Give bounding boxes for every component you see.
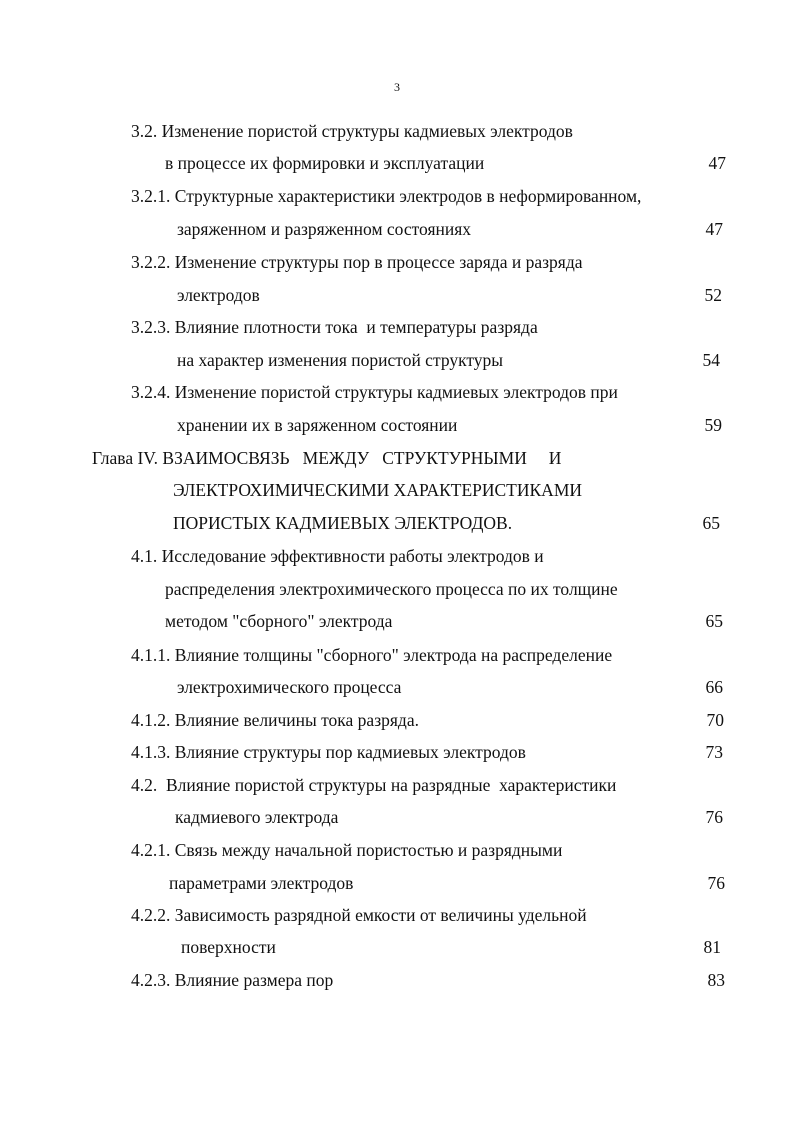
toc-entry-3-2-3-line2: на характер изменения пористой структуры <box>177 350 504 370</box>
toc-entry-4-2-2-line1: 4.2.2. Зависимость разрядной емкости от величины удельной <box>131 905 587 925</box>
toc-chapter-4-page: 65 <box>702 513 720 533</box>
page-number: 3 <box>394 80 400 94</box>
toc-entry-3-2-2-page: 52 <box>704 285 722 305</box>
toc-entry-3-2-2-line1: 3.2.2. Изменение структуры пор в процессе заряда и разряда <box>131 252 583 272</box>
toc-entry-4-1-page: 65 <box>705 611 723 631</box>
toc-entry-4-2-2-page: 81 <box>703 937 721 957</box>
toc-entry-3-2-3-line1: 3.2.3. Влияние плотности тока и температуры разряда <box>131 317 538 337</box>
toc-entry-4-1-line3: методом "сборного" электрода <box>165 611 393 631</box>
toc-entry-3-2-4-line2: хранении их в заряженном состоянии <box>177 415 458 435</box>
toc-entry-4-2-1-page: 76 <box>707 873 725 893</box>
toc-entry-4-1-2-page: 70 <box>706 710 724 730</box>
toc-entry-4-2-1-line1: 4.2.1. Связь между начальной пористостью и разрядными <box>131 840 563 860</box>
toc-entry-3-2-line1: 3.2. Изменение пористой структуры кадмиевых электродов <box>131 121 573 141</box>
toc-entry-4-2-page: 76 <box>705 807 723 827</box>
toc-chapter-4-line2: ЭЛЕКТРОХИМИЧЕСКИМИ ХАРАКТЕРИСТИКАМИ <box>173 480 583 500</box>
toc-entry-4-1-1-line2: электрохимического процесса <box>177 677 402 697</box>
toc-entry-4-1-2-line1: 4.1.2. Влияние величины тока разряда. <box>131 710 419 730</box>
toc-entry-3-2-2-line2: электродов <box>177 285 260 305</box>
toc-chapter-4-line1: Глава IV. ВЗАИМОСВЯЗЬ МЕЖДУ СТРУКТУРНЫМИ И <box>92 448 562 468</box>
toc-entry-3-2-line2: в процессе их формировки и эксплуатации <box>165 153 485 173</box>
toc-entry-4-1-3-line1: 4.1.3. Влияние структуры пор кадмиевых электродов <box>131 742 526 762</box>
toc-entry-3-2-1-line2: заряженном и разряженном состояниях <box>177 219 472 239</box>
toc-entry-3-2-4-page: 59 <box>704 415 722 435</box>
toc-entry-3-2-3-page: 54 <box>702 350 720 370</box>
toc-entry-4-2-1-line2: параметрами электродов <box>169 873 354 893</box>
toc-entry-3-2-1-page: 47 <box>705 219 723 239</box>
toc-entry-4-1-line2: распределения электрохимического процесса по их толщине <box>165 579 618 599</box>
toc-entry-4-2-3-page: 83 <box>707 970 725 990</box>
toc-chapter-4-line3: ПОРИСТЫХ КАДМИЕВЫХ ЭЛЕКТРОДОВ. <box>173 513 513 533</box>
toc-entry-3-2-4-line1: 3.2.4. Изменение пористой структуры кадмиевых электродов при <box>131 382 618 402</box>
toc-entry-4-2-3-line1: 4.2.3. Влияние размера пор <box>131 970 334 990</box>
toc-entry-4-2-line1: 4.2. Влияние пористой структуры на разрядные характеристики <box>131 775 617 795</box>
toc-entry-3-2-page: 47 <box>708 153 726 173</box>
toc-entry-4-1-1-line1: 4.1.1. Влияние толщины "сборного" электрода на распределение <box>131 645 613 665</box>
toc-entry-4-1-line1: 4.1. Исследование эффективности работы электродов и <box>131 546 544 566</box>
toc-entry-4-2-line2: кадмиевого электрода <box>175 807 339 827</box>
toc-entry-4-1-1-page: 66 <box>705 677 723 697</box>
toc-entry-4-1-3-page: 73 <box>705 742 723 762</box>
toc-entry-4-2-2-line2: поверхности <box>181 937 276 957</box>
toc-entry-3-2-1-line1: 3.2.1. Структурные характеристики электродов в неформированном, <box>131 186 642 206</box>
